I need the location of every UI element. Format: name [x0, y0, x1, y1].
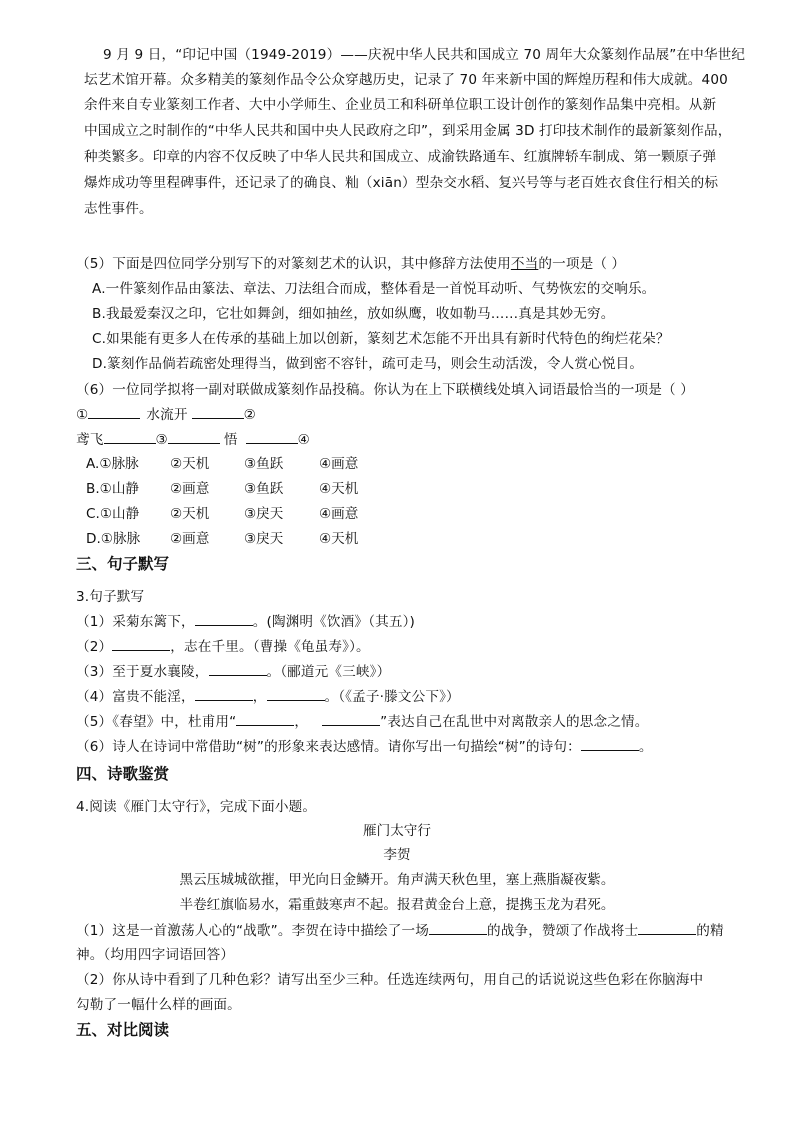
- poem-author: 李贺: [383, 847, 411, 863]
- recite-item-6: （6）诗人在诗词中常借助“树”的形象来表达感情。请你写出一句描绘“树”的诗句： 。: [76, 739, 653, 755]
- intro-line: 种类繁多。印章的内容不仅反映了中华人民共和国成立、成渝铁路通车、红旗牌轿车制成、第一颗原子弹: [84, 149, 717, 165]
- intro-line: 中国成立之时制作的“中华人民共和国中央人民政府之印”，到采用金属 3D 打印技术制作的最新篆刻作品，: [84, 123, 732, 139]
- intro-line: 坛艺术馆开幕。众多精美的篆刻作品令公众穿越历史，记录了 70 年来新中国的辉煌历程和伟大成就。400: [84, 72, 728, 88]
- q6-stem: （6）一位同学拟将一副对联做成篆刻作品投稿。你认为在上下联横线处填入词语最恰当的一项是（ ）: [76, 382, 694, 398]
- poem-question-1-cont: 神。（均用四字词语回答）: [76, 947, 235, 963]
- couplet-line-2: 鸢飞 ③ 悟 ④: [76, 432, 310, 448]
- section-5-heading: 五、对比阅读: [76, 1021, 170, 1039]
- q5-option-d: D.篆刻作品倘若疏密处理得当，做到密不容针，疏可走马，则会生动活泼，令人赏心悦目。: [92, 356, 644, 372]
- poem-question-1: （1）这是一首激荡人心的“战歌”。李贺在诗中描绘了一场 的战争，赞颂了作战将士 的精: [76, 923, 724, 939]
- intro-line: 9 月 9 日，“印记中国（1949-2019）——庆祝中华人民共和国成立 70 周年大众篆刻作品展”在中华世纪: [103, 47, 746, 63]
- section-4-heading: 四、诗歌鉴赏: [76, 765, 170, 783]
- section-4-intro: 4.阅读《雁门太守行》，完成下面小题。: [76, 799, 317, 815]
- recite-item-4: （4）富贵不能淫， ， 。（《孟子·滕文公下》）: [76, 689, 460, 705]
- section-3-heading: 三、句子默写: [76, 555, 170, 573]
- intro-line: 爆炸成功等里程碑事件，还记录了的确良、籼（xiān）型杂交水稻、复兴号等与老百姓衣食住行相关的标: [84, 175, 719, 191]
- section-3-title: 3.句子默写: [76, 589, 145, 605]
- q6-option-b: B.①山静 ②画意 ③鱼跃 ④天机: [86, 481, 359, 497]
- poem-title: 雁门太守行: [363, 823, 431, 839]
- couplet-line-1: ① 水流开 ②: [76, 407, 256, 423]
- poem-question-2: （2）你从诗中看到了几种色彩？请写出至少三种。任选连续两句，用自己的话说说这些色彩在你脑海中: [76, 972, 704, 988]
- poem-line: 半卷红旗临易水，霜重鼓寒声不起。报君黄金台上意，提携玉龙为君死。: [179, 897, 615, 913]
- q5-option-b: B.我最爱秦汉之印，它壮如舞剑，细如抽丝，放如纵鹰，收如勒马……真是其妙无穷。: [92, 306, 615, 322]
- q5-option-a: A.一件篆刻作品由篆法、章法、刀法组合而成，整体看是一首悦耳动听、气势恢宏的交响乐。: [92, 281, 656, 297]
- recite-item-1: （1）采菊东篱下， 。(陶渊明《饮酒》（其五）): [76, 614, 415, 630]
- poem-line: 黑云压城城欲摧，甲光向日金鳞开。角声满天秋色里，塞上燕脂凝夜紫。: [179, 872, 615, 888]
- recite-item-5: （5）《春望》中，杜甫用“ ， ”表达自己在乱世中对离散亲人的思念之情。: [76, 714, 649, 730]
- q6-option-c: C.①山静 ②天机 ③戾天 ④画意: [86, 506, 359, 522]
- q5-option-c: C.如果能有更多人在传承的基础上加以创新，篆刻艺术怎能不开出具有新时代特色的绚烂花朵？: [92, 331, 670, 347]
- poem-question-2-cont: 勾勒了一幅什么样的画面。: [76, 997, 241, 1013]
- intro-line: 余件来自专业篆刻工作者、大中小学师生、企业员工和科研单位职工设计创作的篆刻作品集中亮相。从新: [84, 97, 717, 113]
- intro-line: 志性事件。: [84, 201, 153, 217]
- recite-item-2: （2） ，志在千里。（曹操《龟虽寿》）。: [76, 639, 370, 655]
- q5-stem: （5）下面是四位同学分别写下的对篆刻艺术的认识，其中修辞方法使用不当的一项是（ ）: [76, 256, 626, 272]
- q6-option-a: A.①脉脉 ②天机 ③鱼跃 ④画意: [86, 456, 359, 472]
- recite-item-3: （3）至于夏水襄陵， 。（郦道元《三峡》）: [76, 664, 391, 680]
- q6-option-d: D.①脉脉 ②画意 ③戾天 ④天机: [86, 531, 359, 547]
